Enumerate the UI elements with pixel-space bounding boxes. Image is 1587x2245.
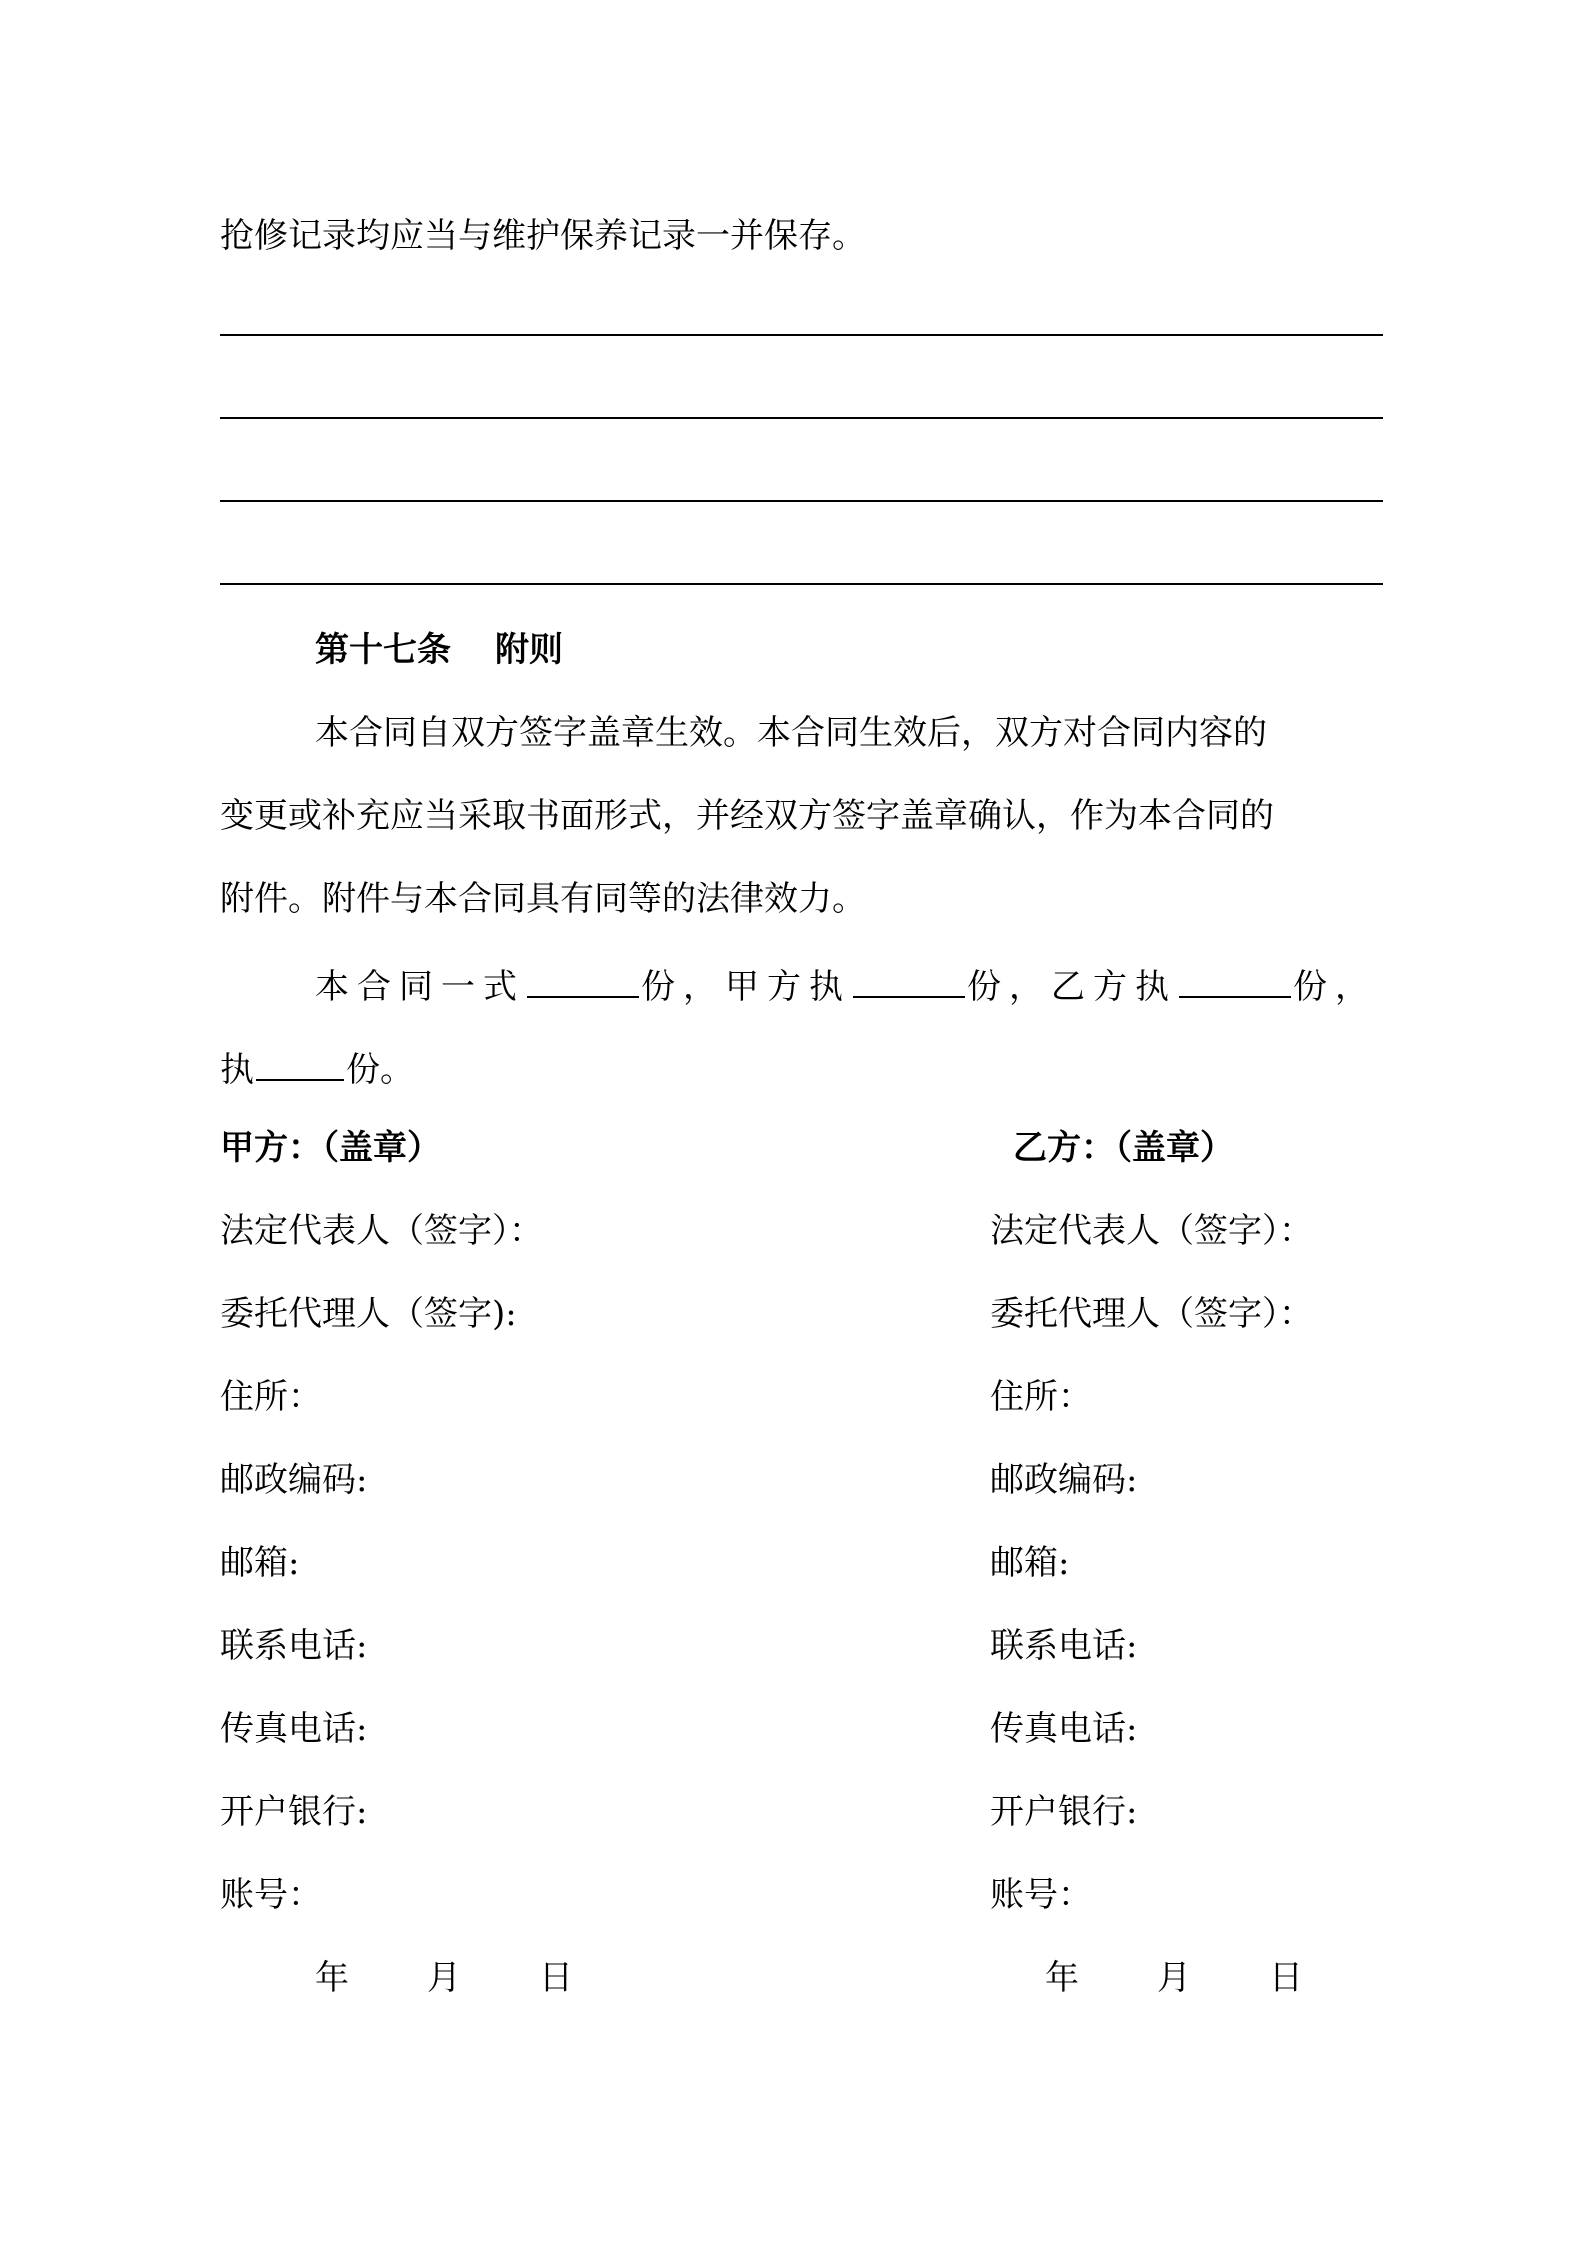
party-a-bank: 开户银行: bbox=[220, 1792, 368, 1832]
party-a-phone: 联系电话: bbox=[220, 1626, 368, 1666]
party-b-account: 账号： bbox=[990, 1875, 1092, 1915]
party-b-address: 住所： bbox=[990, 1377, 1092, 1417]
party-b-title: 乙方：（盖章） bbox=[1013, 1128, 1234, 1168]
party-a-postal-code: 邮政编码: bbox=[220, 1460, 368, 1500]
blank-line-1 bbox=[220, 334, 1383, 336]
copies-party-b-label: 份，乙方执 bbox=[967, 967, 1177, 1007]
copies-other-blank[interactable] bbox=[256, 1045, 344, 1081]
blank-line-2 bbox=[220, 417, 1383, 419]
party-b-phone: 联系电话: bbox=[990, 1626, 1138, 1666]
party-a-title: 甲方：（盖章） bbox=[220, 1128, 441, 1168]
party-a-agent: 委托代理人（签字): bbox=[220, 1294, 517, 1334]
copies-line-2 bbox=[220, 1045, 414, 1090]
party-b-fax: 传真电话: bbox=[990, 1709, 1138, 1749]
party-a-date-year: 年 bbox=[315, 1958, 349, 1998]
party-a-date-month: 月 bbox=[427, 1958, 461, 1998]
party-a-date bbox=[315, 1958, 573, 1998]
party-b-date-month: 月 bbox=[1157, 1958, 1191, 1998]
party-a-legal-rep: 法定代表人（签字）： bbox=[220, 1211, 543, 1251]
copies-total-blank[interactable] bbox=[527, 962, 639, 998]
party-b-email: 邮箱: bbox=[990, 1543, 1070, 1583]
party-a-email: 邮箱: bbox=[220, 1543, 300, 1583]
copies-line2-suffix: 份。 bbox=[346, 1050, 414, 1090]
article-number: 第十七条 bbox=[315, 630, 451, 670]
copies-line2-label: 执 bbox=[220, 1050, 254, 1090]
paragraph-top: 抢修记录均应当与维护保养记录一并保存。 bbox=[220, 216, 866, 256]
party-b-postal-code: 邮政编码: bbox=[990, 1460, 1138, 1500]
blank-line-3 bbox=[220, 500, 1383, 502]
copies-total-label: 本合同一式 bbox=[315, 967, 525, 1007]
party-b-legal-rep: 法定代表人（签字）： bbox=[990, 1211, 1313, 1251]
party-b-date-year: 年 bbox=[1045, 1958, 1079, 1998]
copies-party-a-label: 份，甲方执 bbox=[641, 967, 851, 1007]
paragraph-1-line-1: 本合同自双方签字盖章生效。本合同生效后，双方对合同内容的 bbox=[315, 713, 1267, 753]
paragraph-1-line-3: 附件。附件与本合同具有同等的法律效力。 bbox=[220, 879, 866, 919]
party-b-bank: 开户银行: bbox=[990, 1792, 1138, 1832]
party-a-account: 账号： bbox=[220, 1875, 322, 1915]
party-a-fax: 传真电话: bbox=[220, 1709, 368, 1749]
copies-line-1 bbox=[315, 962, 1377, 1007]
copies-suffix: 份， bbox=[1293, 967, 1377, 1007]
article-title: 附则 bbox=[495, 630, 563, 670]
party-a-date-day: 日 bbox=[539, 1958, 573, 1998]
party-a-address: 住所： bbox=[220, 1377, 322, 1417]
article-heading bbox=[315, 630, 563, 670]
blank-line-4 bbox=[220, 583, 1383, 585]
party-b-date bbox=[1045, 1958, 1303, 1998]
copies-party-b-blank[interactable] bbox=[1179, 962, 1291, 998]
party-b-date-day: 日 bbox=[1269, 1958, 1303, 1998]
party-b-agent: 委托代理人（签字）： bbox=[990, 1294, 1313, 1334]
copies-party-a-blank[interactable] bbox=[853, 962, 965, 998]
paragraph-1-line-2: 变更或补充应当采取书面形式，并经双方签字盖章确认，作为本合同的 bbox=[220, 796, 1274, 836]
